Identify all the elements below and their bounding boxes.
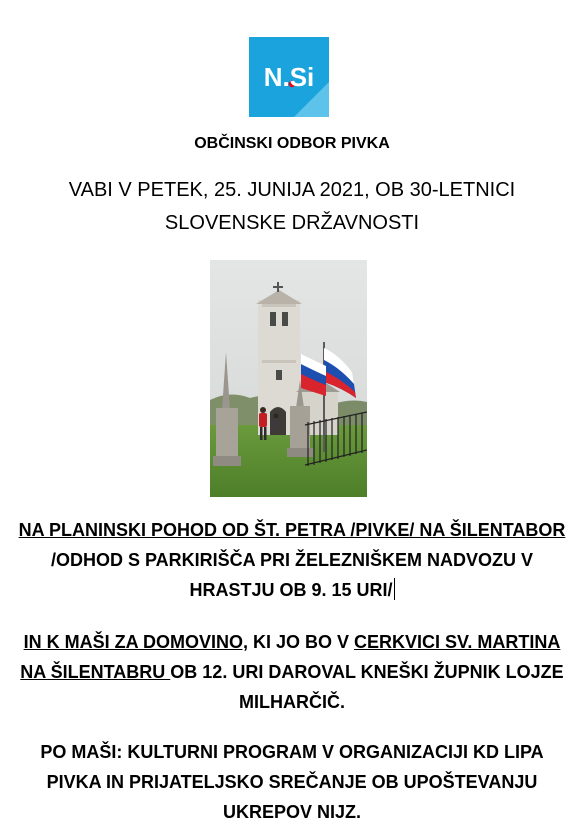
text-cursor [394,578,395,600]
church-photo [210,260,367,497]
mass-text-part-1: IN K MAŠI ZA DOMOVINO, [23,632,248,652]
logo-text: N.Si [263,62,315,92]
nsi-logo [249,37,329,117]
hike-paragraph [18,515,566,605]
hike-departure-info: /ODHOD S PARKIRIŠČA PRI ŽELEZNIŠKEM NADVOZU V HRASTJU OB 9. 15 URI/ [50,550,534,600]
mass-location: CERKVICI SV. MARTINA NA ŠILENTABRU [20,632,561,682]
invite-text [30,174,554,240]
hike-text-part-1: NA PLANINSKI POHOD OD ŠT. PETRA /PIVKE/ NA [18,520,450,540]
org-title: OBČINSKI ODBOR PIVKA [194,135,390,152]
mass-text-part-4: OB 12. URI DAROVAL KNEŠKI ŽUPNIK LOJZE MILHARČIČ. [170,662,564,712]
church-tower-image [210,260,367,497]
mass-paragraph [18,627,566,717]
invite-line-2: SLOVENSKE DRŽAVNOSTI [164,212,420,234]
hike-destination: ŠILENTABOR [449,520,566,540]
mass-text-part-2: KI JO BO V [247,632,354,652]
program-paragraph: PO MAŠI: KULTURNI PROGRAM V ORGANIZACIJI KD LIPA PIVKA IN PRIJATELJSKO SREČANJE OB UPOŠTEVANJU UKREPOV NIJZ. [40,742,544,822]
invite-line-1: VABI V PETEK, 25. JUNIJA 2021, OB 30-LETNICI [68,179,516,201]
